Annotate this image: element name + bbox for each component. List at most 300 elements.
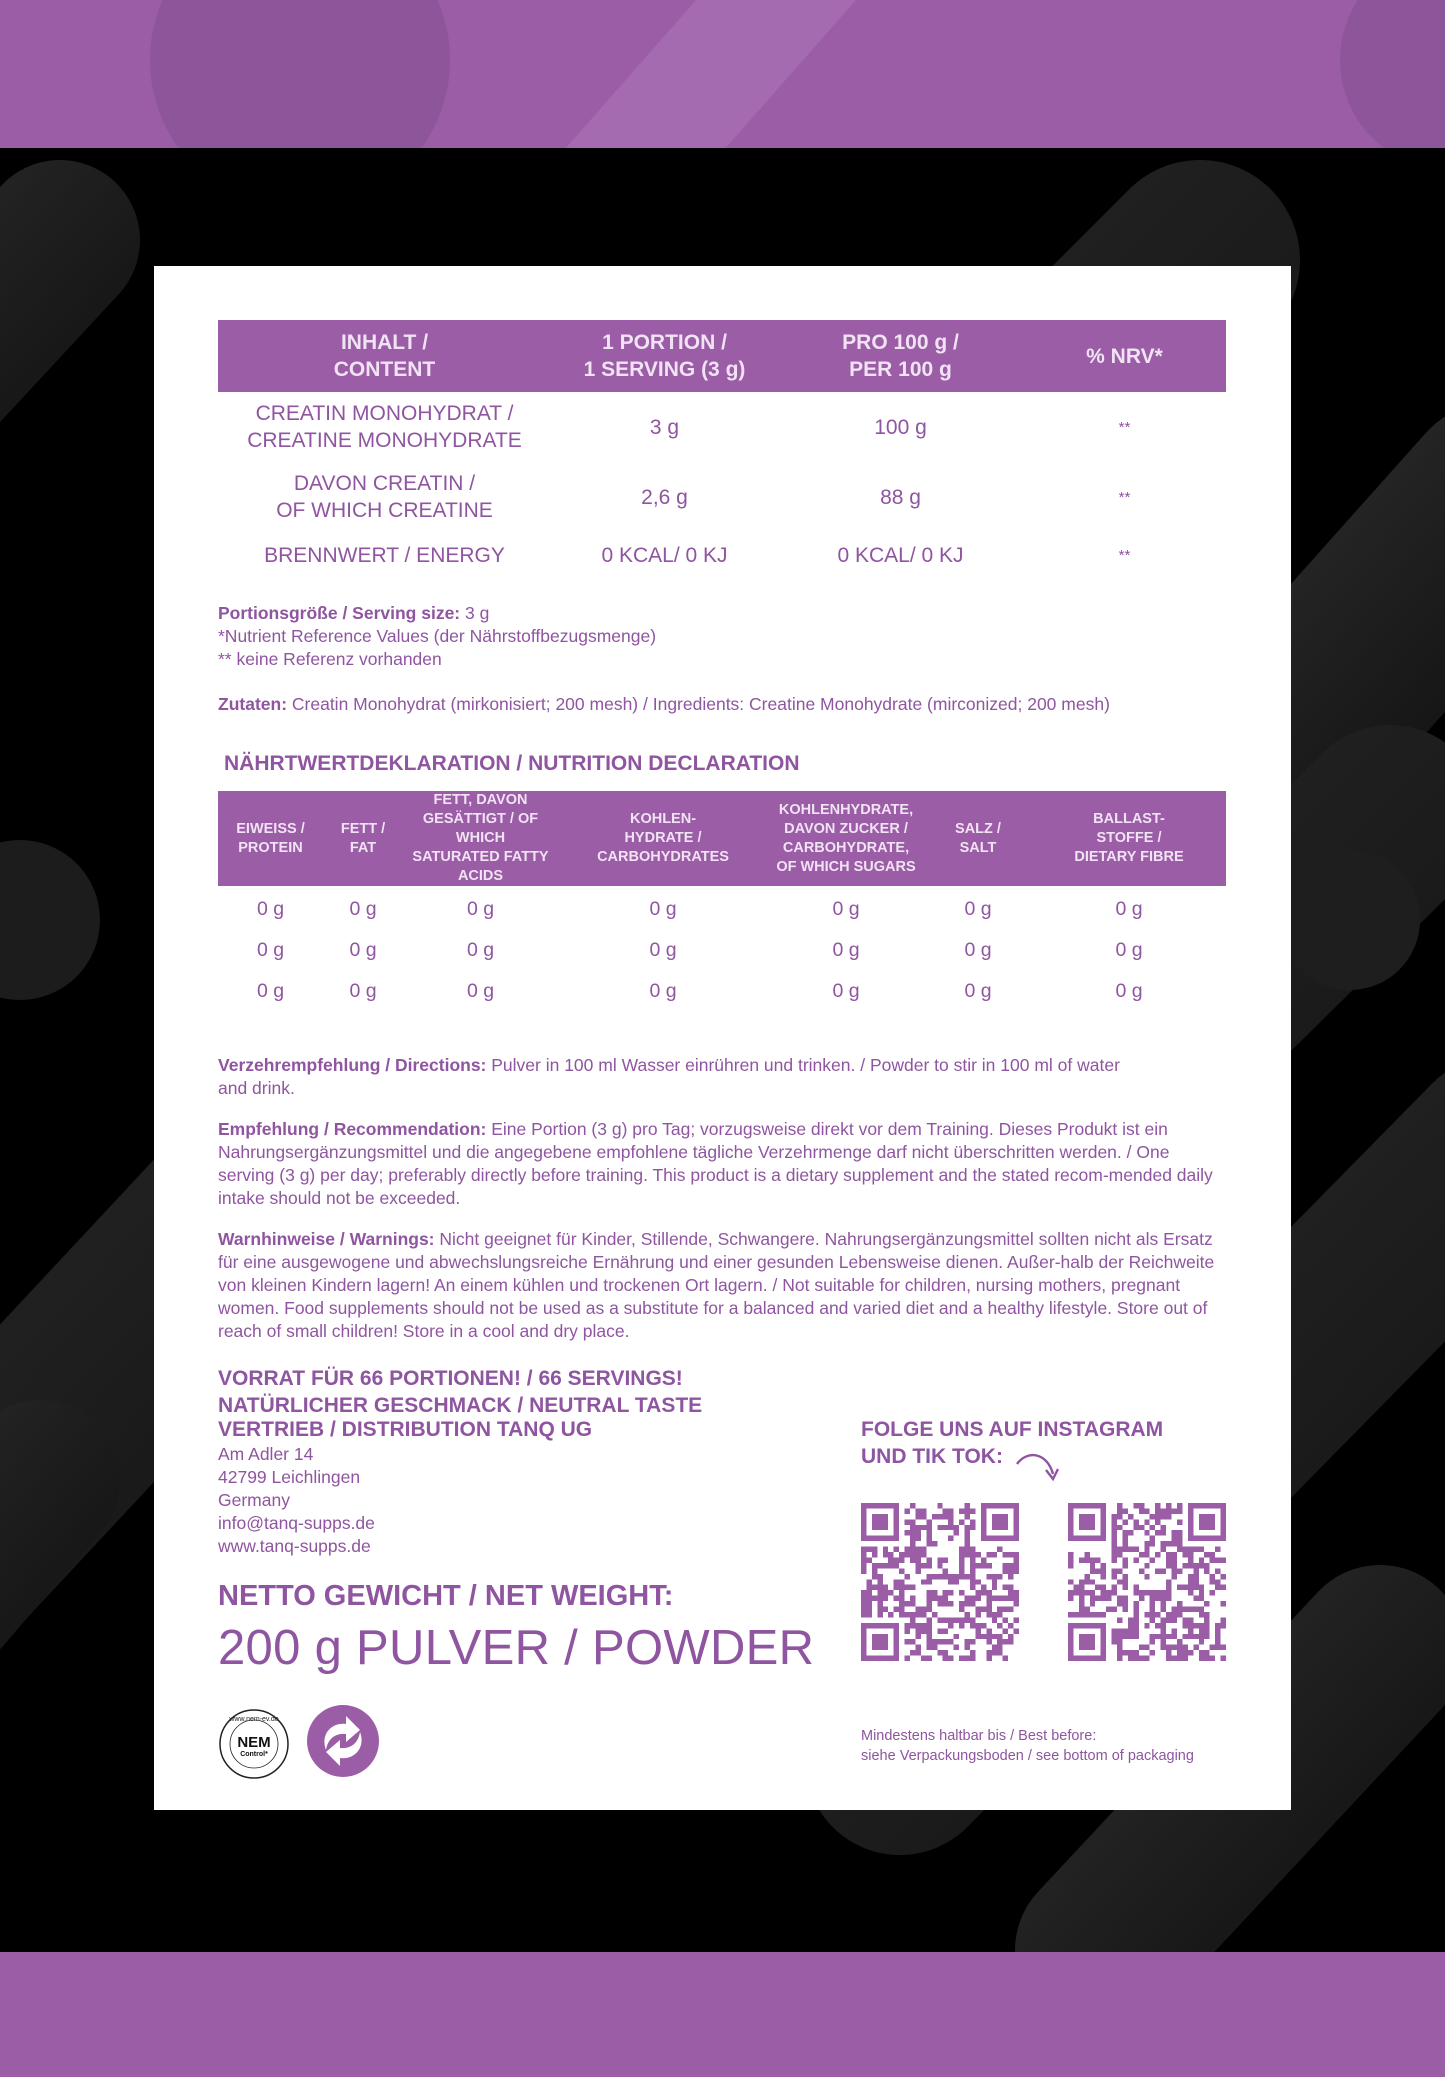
qr-module	[932, 1596, 937, 1601]
qr-module	[921, 1607, 926, 1612]
qr-module	[926, 1541, 931, 1546]
qr-module	[937, 1601, 942, 1606]
qr-module	[965, 1547, 970, 1552]
qr-module	[899, 1601, 904, 1606]
qr-module	[937, 1617, 942, 1622]
email-link[interactable]: info@tanq-supps.de	[218, 1513, 375, 1533]
qr-module	[1090, 1596, 1095, 1601]
qr-module	[1117, 1508, 1122, 1513]
qr-module	[1161, 1514, 1166, 1519]
qr-module	[910, 1552, 915, 1557]
qr-module	[1133, 1656, 1138, 1661]
qr-module	[943, 1557, 948, 1562]
qr-module	[926, 1536, 931, 1541]
directions-label: Verzehrempfehlung / Directions:	[218, 1055, 487, 1075]
qr-module	[943, 1639, 948, 1644]
qr-module	[910, 1525, 915, 1530]
content-cell: **	[1118, 488, 1131, 506]
qr-module	[1133, 1628, 1138, 1633]
qr-module	[905, 1508, 910, 1513]
qr-module	[921, 1656, 926, 1661]
qr-module	[866, 1596, 871, 1601]
qr-module	[975, 1590, 980, 1595]
qr-module	[1101, 1563, 1106, 1568]
qr-module	[915, 1536, 920, 1541]
qr-module	[1106, 1607, 1111, 1612]
qr-module	[1150, 1639, 1155, 1644]
bottom-purple-band	[0, 1952, 1445, 2077]
qr-module	[1128, 1650, 1133, 1655]
qr-module	[910, 1541, 915, 1546]
qr-module	[1150, 1612, 1155, 1617]
qr-module	[965, 1656, 970, 1661]
content-cell: **	[1118, 546, 1131, 564]
qr-module	[910, 1585, 915, 1590]
qr-module	[1166, 1552, 1171, 1557]
qr-module	[910, 1519, 915, 1524]
qr-module	[1133, 1623, 1138, 1628]
qr-module	[1177, 1656, 1182, 1661]
qr-module	[1161, 1639, 1166, 1644]
qr-module	[986, 1612, 991, 1617]
qr-module	[1150, 1617, 1155, 1622]
qr-module	[921, 1525, 926, 1530]
qr-module	[1014, 1563, 1019, 1568]
distribution-info	[218, 1416, 778, 1558]
qr-module	[1003, 1639, 1008, 1644]
qr-module	[1150, 1590, 1155, 1595]
qr-module	[959, 1563, 964, 1568]
qr-module	[1199, 1628, 1204, 1633]
qr-module	[1199, 1557, 1204, 1562]
qr-module	[1155, 1503, 1160, 1508]
qr-module	[1166, 1596, 1171, 1601]
qr-module	[1188, 1579, 1193, 1584]
qr-module	[1003, 1656, 1008, 1661]
qr-module	[1128, 1514, 1133, 1519]
qr-module	[937, 1574, 942, 1579]
qr-module	[970, 1617, 975, 1622]
qr-module	[926, 1601, 931, 1606]
qr-module	[1014, 1568, 1019, 1573]
qr-module	[1090, 1590, 1095, 1595]
qr-module	[981, 1607, 986, 1612]
qr-module	[1188, 1557, 1193, 1562]
qr-module	[975, 1634, 980, 1639]
qr-module	[1177, 1519, 1182, 1524]
qr-module	[1188, 1634, 1193, 1639]
qr-module	[965, 1530, 970, 1535]
qr-module	[975, 1579, 980, 1584]
qr-module	[861, 1607, 866, 1612]
qr-module	[915, 1612, 920, 1617]
qr-module	[975, 1552, 980, 1557]
qr-module	[1133, 1612, 1138, 1617]
content-header-cell: 1 PORTION / 1 SERVING (3 g)	[551, 320, 778, 392]
table-row	[218, 930, 1226, 971]
qr-module	[1003, 1568, 1008, 1573]
qr-module	[1166, 1563, 1171, 1568]
qr-module	[975, 1563, 980, 1568]
qr-module	[1182, 1617, 1187, 1622]
qr-module	[1139, 1568, 1144, 1573]
nutrition-cell: 0 g	[466, 939, 495, 961]
qr-module	[1166, 1612, 1171, 1617]
qr-module	[1133, 1585, 1138, 1590]
qr-module	[866, 1607, 871, 1612]
qr-module	[1193, 1547, 1198, 1552]
qr-module	[1188, 1623, 1193, 1628]
best-before-line: siehe Verpackungsboden / see bottom of packaging	[861, 1748, 1194, 1764]
qr-module	[986, 1639, 991, 1644]
qr-module	[921, 1623, 926, 1628]
qr-module	[861, 1563, 866, 1568]
qr-module	[1193, 1596, 1198, 1601]
qr-module	[948, 1536, 953, 1541]
qr-module	[1182, 1650, 1187, 1655]
instagram-qr-code-icon[interactable]	[861, 1503, 1019, 1661]
qr-module	[986, 1563, 991, 1568]
qr-module	[1122, 1563, 1127, 1568]
qr-module	[1177, 1601, 1182, 1606]
qr-module	[1084, 1574, 1089, 1579]
qr-module	[1079, 1579, 1084, 1584]
top-purple-band	[0, 0, 1445, 148]
qr-module	[926, 1617, 931, 1622]
qr-module	[937, 1650, 942, 1655]
qr-module	[1155, 1623, 1160, 1628]
qr-module	[959, 1617, 964, 1622]
qr-module	[1172, 1541, 1177, 1546]
qr-module	[932, 1514, 937, 1519]
qr-module	[992, 1612, 997, 1617]
qr-module	[1204, 1650, 1209, 1655]
qr-module	[1079, 1585, 1084, 1590]
qr-module	[926, 1628, 931, 1633]
qr-module	[959, 1656, 964, 1661]
qr-module	[1172, 1552, 1177, 1557]
qr-module	[1117, 1617, 1122, 1622]
qr-module	[1172, 1508, 1177, 1513]
qr-module	[1166, 1585, 1171, 1590]
qr-finder-module	[1199, 1514, 1215, 1530]
qr-module	[1215, 1579, 1220, 1584]
qr-module	[1139, 1656, 1144, 1661]
qr-module	[926, 1525, 931, 1530]
qr-module	[1095, 1568, 1100, 1573]
qr-module	[1182, 1656, 1187, 1661]
qr-module	[915, 1650, 920, 1655]
qr-module	[1188, 1590, 1193, 1595]
qr-module	[926, 1596, 931, 1601]
qr-module	[1177, 1612, 1182, 1617]
content-cell: 0 KCAL/ 0 KJ	[837, 543, 964, 567]
content-header-cell: % NRV*	[1023, 320, 1226, 392]
serving-notes	[218, 602, 1226, 671]
qr-module	[894, 1557, 899, 1562]
qr-module	[1112, 1634, 1117, 1639]
content-header-cell: INHALT / CONTENT	[218, 320, 551, 392]
qr-module	[932, 1541, 937, 1546]
qr-module	[1155, 1568, 1160, 1573]
qr-module	[1193, 1585, 1198, 1590]
qr-module	[926, 1607, 931, 1612]
qr-module	[981, 1557, 986, 1562]
qr-module	[948, 1574, 953, 1579]
qr-module	[943, 1596, 948, 1601]
qr-module	[1177, 1585, 1182, 1590]
qr-module	[861, 1557, 866, 1562]
qr-module	[894, 1596, 899, 1601]
qr-module	[1084, 1590, 1089, 1595]
qr-module	[1084, 1557, 1089, 1562]
qr-module	[1155, 1612, 1160, 1617]
qr-module	[905, 1656, 910, 1661]
qr-module	[1166, 1541, 1171, 1546]
qr-module	[1117, 1596, 1122, 1601]
label-content	[218, 320, 1226, 1419]
qr-module	[1003, 1628, 1008, 1633]
qr-module	[932, 1645, 937, 1650]
qr-module	[926, 1634, 931, 1639]
qr-module	[970, 1656, 975, 1661]
qr-module	[975, 1596, 980, 1601]
qr-module	[970, 1563, 975, 1568]
nutrition-cell: 0 g	[349, 939, 377, 961]
qr-module	[932, 1639, 937, 1644]
qr-module	[1215, 1585, 1220, 1590]
qr-module	[959, 1547, 964, 1552]
nutrition-cell: 0 g	[832, 898, 860, 920]
qr-module	[883, 1552, 888, 1557]
qr-module	[1172, 1634, 1177, 1639]
nutrition-cell: 0 g	[349, 898, 377, 920]
qr-module	[1008, 1563, 1013, 1568]
qr-module	[1166, 1557, 1171, 1562]
qr-module	[1073, 1612, 1078, 1617]
serving-size	[218, 602, 1226, 625]
qr-module	[948, 1579, 953, 1584]
qr-module	[992, 1634, 997, 1639]
qr-module	[1166, 1590, 1171, 1595]
qr-module	[1215, 1623, 1220, 1628]
nutrition-cell: 0 g	[256, 980, 285, 1002]
qr-module	[1155, 1596, 1160, 1601]
serving-size-label: Portionsgröße / Serving size:	[218, 603, 461, 623]
qr-module	[861, 1601, 866, 1606]
qr-module	[894, 1563, 899, 1568]
qr-module	[1199, 1563, 1204, 1568]
qr-module	[1221, 1623, 1226, 1628]
qr-module	[943, 1628, 948, 1633]
qr-module	[1008, 1585, 1013, 1590]
qr-module	[1161, 1601, 1166, 1606]
reference-note: ** keine Referenz vorhanden	[218, 649, 442, 669]
qr-module	[1090, 1601, 1095, 1606]
qr-module	[1122, 1650, 1127, 1655]
qr-module	[1193, 1645, 1198, 1650]
qr-module	[1221, 1617, 1226, 1622]
qr-module	[1161, 1568, 1166, 1573]
qr-module	[1204, 1656, 1209, 1661]
qr-module	[959, 1557, 964, 1562]
qr-module	[992, 1552, 997, 1557]
qr-module	[861, 1596, 866, 1601]
qr-module	[965, 1645, 970, 1650]
qr-module	[1172, 1557, 1177, 1562]
qr-module	[981, 1563, 986, 1568]
qr-module	[1008, 1574, 1013, 1579]
qr-module	[948, 1617, 953, 1622]
table-row	[218, 971, 1226, 1012]
qr-module	[1112, 1525, 1117, 1530]
qr-module	[1188, 1552, 1193, 1557]
qr-module	[1068, 1552, 1073, 1557]
qr-module	[997, 1634, 1002, 1639]
qr-module	[965, 1596, 970, 1601]
qr-module	[1122, 1536, 1127, 1541]
qr-module	[1117, 1650, 1122, 1655]
qr-module	[959, 1590, 964, 1595]
supply-info	[218, 1365, 1226, 1419]
nutrition-cell: 0 g	[349, 980, 377, 1002]
qr-module	[1155, 1590, 1160, 1595]
qr-module	[1193, 1607, 1198, 1612]
qr-module	[937, 1596, 942, 1601]
qr-module	[1161, 1645, 1166, 1650]
qr-module	[926, 1623, 931, 1628]
qr-module	[1221, 1557, 1226, 1562]
qr-module	[899, 1596, 904, 1601]
qr-module	[1150, 1650, 1155, 1655]
qr-module	[866, 1612, 871, 1617]
qr-module	[1144, 1519, 1149, 1524]
qr-module	[997, 1639, 1002, 1644]
qr-module	[1133, 1503, 1138, 1508]
qr-module	[954, 1617, 959, 1622]
nutrition-cell: 0 g	[256, 939, 285, 961]
qr-module	[926, 1590, 931, 1595]
qr-module	[1155, 1552, 1160, 1557]
qr-module	[1117, 1656, 1122, 1661]
qr-module	[1068, 1563, 1073, 1568]
qr-module	[1068, 1579, 1073, 1584]
table-row	[218, 532, 1226, 578]
qr-module	[861, 1612, 866, 1617]
qr-module	[997, 1574, 1002, 1579]
qr-module	[926, 1563, 931, 1568]
qr-module	[1144, 1541, 1149, 1546]
qr-module	[1090, 1557, 1095, 1562]
tiktok-qr-code-icon[interactable]	[1068, 1503, 1226, 1661]
nutrition-table-header	[218, 791, 1226, 886]
label-card	[154, 266, 1291, 1810]
qr-module	[915, 1607, 920, 1612]
qr-module	[877, 1563, 882, 1568]
qr-module	[970, 1650, 975, 1655]
qr-module	[1161, 1590, 1166, 1595]
qr-module	[965, 1514, 970, 1519]
qr-module	[905, 1530, 910, 1535]
qr-module	[926, 1557, 931, 1562]
qr-module	[1188, 1617, 1193, 1622]
qr-module	[1014, 1557, 1019, 1562]
qr-module	[1133, 1547, 1138, 1552]
qr-module	[1112, 1628, 1117, 1633]
qr-module	[986, 1628, 991, 1633]
qr-module	[937, 1563, 942, 1568]
qr-module	[954, 1525, 959, 1530]
qr-module	[1177, 1536, 1182, 1541]
qr-module	[1144, 1530, 1149, 1535]
qr-module	[1177, 1639, 1182, 1644]
qr-module	[915, 1634, 920, 1639]
nutrition-cell: 0 g	[466, 980, 495, 1002]
qr-module	[1193, 1568, 1198, 1573]
qr-module	[954, 1579, 959, 1584]
website-link[interactable]: www.tanq-supps.de	[218, 1536, 371, 1556]
qr-module	[1177, 1650, 1182, 1655]
qr-module	[1177, 1530, 1182, 1535]
qr-module	[959, 1601, 964, 1606]
qr-module	[910, 1601, 915, 1606]
qr-module	[1008, 1639, 1013, 1644]
qr-module	[1199, 1585, 1204, 1590]
qr-module	[1193, 1574, 1198, 1579]
warnings	[218, 1228, 1226, 1343]
qr-module	[1166, 1579, 1171, 1584]
qr-module	[921, 1563, 926, 1568]
qr-module	[986, 1596, 991, 1601]
qr-module	[970, 1574, 975, 1579]
warnings-text: Nicht geeignet für Kinder, Stillende, Schwangere. Nahrungsergänzungsmittel sollten nicht als Ersatz für eine ausgewogene und abwechslungsreiche Ernährung und einer gesunden Lebensweise dienen. Außer-halb der Reichweite von kleinen Kindern lagern! An einem kühlen und trockenen Ort lagern. / Not suitable for children, nursing mothers, pregnant women. Food supplements should not be used as a substitute for a balanced and varied diet and a healthy lifestyle. Store out of reach of small children! Store in a cool and dry place.	[218, 1229, 1215, 1341]
qr-module	[1215, 1628, 1220, 1633]
serving-size-value: 3 g	[460, 603, 490, 623]
qr-module	[1101, 1574, 1106, 1579]
qr-module	[905, 1519, 910, 1524]
qr-module	[921, 1612, 926, 1617]
qr-module	[899, 1590, 904, 1595]
content-table	[218, 320, 1226, 578]
qr-module	[1079, 1596, 1084, 1601]
qr-module	[992, 1617, 997, 1622]
qr-module	[915, 1557, 920, 1562]
content-cell: 88 g	[880, 485, 921, 509]
qr-module	[1161, 1623, 1166, 1628]
qr-module	[899, 1552, 904, 1557]
qr-module	[1150, 1596, 1155, 1601]
qr-module	[1188, 1547, 1193, 1552]
qr-module	[1215, 1568, 1220, 1573]
qr-module	[926, 1579, 931, 1584]
nutrition-cell: 0 g	[649, 898, 677, 920]
qr-module	[1122, 1579, 1127, 1584]
qr-module	[1204, 1568, 1209, 1573]
qr-module	[1161, 1530, 1166, 1535]
qr-module	[1172, 1617, 1177, 1622]
qr-module	[1008, 1568, 1013, 1573]
qr-module	[1199, 1596, 1204, 1601]
qr-module	[1199, 1634, 1204, 1639]
qr-module	[965, 1552, 970, 1557]
qr-module	[894, 1607, 899, 1612]
qr-module	[899, 1568, 904, 1573]
qr-module	[899, 1612, 904, 1617]
qr-module	[1117, 1547, 1122, 1552]
qr-module	[1155, 1519, 1160, 1524]
qr-module	[1117, 1568, 1122, 1573]
qr-module	[948, 1514, 953, 1519]
